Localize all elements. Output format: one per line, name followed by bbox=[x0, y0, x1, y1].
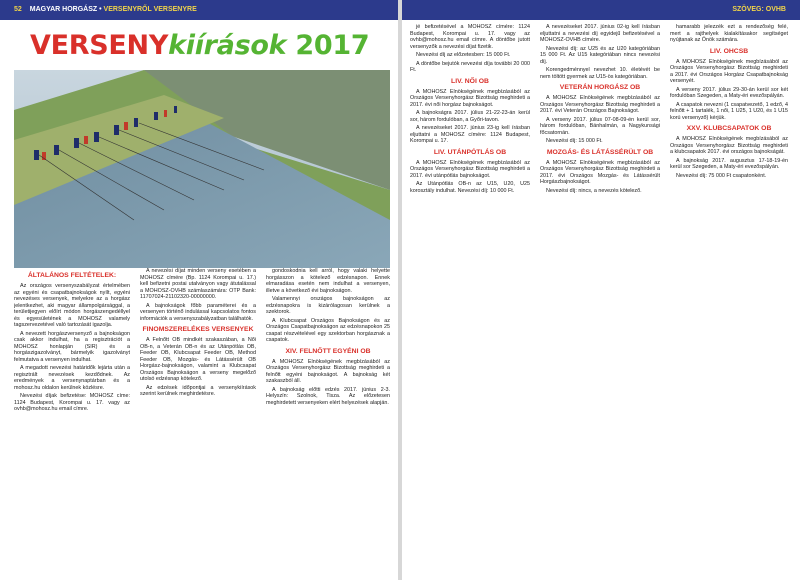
paragraph: A MOHOSZ Elnökségének megbízásából az Országos Versenyhorgász Bizottság meghirdeti a 2017. évi Országos Mozgás- és Látássérült Horgászbajnokságot. bbox=[540, 159, 660, 185]
heading-general-conditions: ÁLTALÁNOS FELTÉTELEK: bbox=[27, 272, 117, 279]
paragraph: A csapatok nevezni (1 csapatvezető, 1 edző, 4 felnőtt + 1 tartalék, 1 női, 1 U25, 1 U20, és 1 U15 korú versenyző) kérjük. bbox=[670, 101, 788, 121]
paragraph: jé befizetésével a MOHOSZ címére: 1124 Budapest, Korompai u. 17. vagy az ovhb@mohosz.hu email címre. A döntőbe jutott versenyzők a nevezési díjat fizetik. bbox=[410, 24, 530, 50]
column-6 bbox=[670, 24, 788, 580]
heading-youth-ob: LIV. UTÁNPÓTLÁS OB bbox=[433, 148, 507, 156]
page-header-left bbox=[0, 0, 398, 20]
column-2 bbox=[140, 268, 256, 580]
magazine-brand: MAGYAR HORGÁSZ bbox=[29, 6, 98, 13]
paragraph: Valamennyi országos bajnokságon az edzésnapokra is kizárólagosan kerülnek a szektorok. bbox=[266, 296, 390, 315]
paragraph: Az országos versenyszabályzat értelmében az egyéni és csapatbajnokságok nyílt, egyéni nevezéses versenyek, melyekre az a horgász jelentkezhet, aki magyar állampolgársággal, a területijegyen előírt módon horgászengedéllyel és egyesületének a MOHOSZ valamely tagszervezetével való tartozását igazolja. bbox=[14, 283, 130, 328]
page-header-right bbox=[402, 0, 800, 20]
paragraph: A MOHOSZ Elnökségének megbízásából az Országos Versenyhorgász Bizottság meghirdeti a 2017. évi női horgász bajnokságot. bbox=[410, 88, 530, 108]
article-headline bbox=[30, 30, 390, 70]
paragraph: A Klubcsapat Országos Bajnokságon és az Országos Csapatbajnokságon az edzésnapokon 25 csapat részvételével egy szektorban horgásznak a csapatok. bbox=[266, 317, 390, 343]
author-credit: SZÖVEG: OVHB bbox=[732, 6, 786, 13]
column-4 bbox=[410, 24, 530, 580]
paragraph: A MOHOSZ Elnökségének megbízásából az Országos Versenyhorgász Bizottság meghirdeti a 2017. évi utánpótlás bajnokságot. bbox=[410, 159, 530, 179]
headline-part-verseny: VERSENY bbox=[30, 30, 169, 61]
paragraph: A MOHOSZ Elnökségének megbízásából az Országos Versenyhorgász Bizottság meghirdeti a klubcsapatok 2017. évi országos bajnokságát. bbox=[670, 136, 788, 155]
paragraph: A MOHOSZ Elnökségének megbízásából az Országos Versenyhorgász Bizottság meghirdeti a 2017. évi Országos Horgász Csapatbajnokság versenyét. bbox=[670, 58, 788, 84]
paragraph: A döntőbe bejutók nevezési díja további 20 000 Ft. bbox=[410, 60, 530, 73]
paragraph: Nevezési díj: 75 000 Ft csapatonként. bbox=[676, 172, 767, 179]
heading-club-team-ob: XXV. KLUBCSAPATOK OB bbox=[686, 125, 772, 132]
paragraph: A verseny 2017. július 07-08-09-én kerül sor, három fordulóban, Bánhalmán, a Nagykunsági főcsatornán. bbox=[540, 116, 660, 136]
paragraph: A bajnokságok főbb paraméterei és a versenyen történő indulással kapcsolatos fontos információk a versenyszabályzatban találhatók. bbox=[140, 302, 256, 322]
paragraph: A bajnokságra 2017. július 21-22-23-án kerül sor, három fordulóban, a Győri-tavon. bbox=[410, 110, 530, 123]
heading-veteran-ob: VETERÁN HORGÁSZ OB bbox=[559, 84, 641, 91]
headline-part-kiirasok: kiírások bbox=[168, 30, 287, 61]
page-number: 52 bbox=[14, 6, 22, 13]
paragraph: A Felnőtt OB mindkét szakaszában, a Női OB-n, a Veterán OB-n és az Utánpótlás OB, Feeder OB, Klubcsapat Feeder OB, Method Feeder OB, Mozgás- és Látássérült OB Horgász-bajnokságon, valamint a Klubcsapat Országos Bajnokságon a verseny megelőző utolsó edzésnap kötelező. bbox=[140, 337, 256, 382]
photo-illustration bbox=[14, 70, 390, 268]
paragraph: Korengedménnyel nevezhet 10. életévét be nem töltött gyermek az U15-ös kategóriában. bbox=[540, 67, 660, 80]
paragraph: A nevezett horgászversenyző a bajnokságon csak akkor indulhat, ha a regisztrációt a MOHOSZ honlapján (SIR) és a horgászigazolványt, bármelyik igazolványt felmutatva a versenyen indulhat. bbox=[14, 330, 130, 363]
paragraph: A bajnokság előtti edzés 2017. június 2-3. Helyszín: Szolnok, Tisza. Az előzetesen meghirdetett versenyeken elért helyezések alapján. bbox=[266, 386, 390, 406]
paragraph: Nevezési díjak befizetése: MOHOSZ címe: 1124 Budapest, Korompai u. 17. vagy az ovhb@mohosz.hu email címre. bbox=[14, 393, 130, 412]
paragraph: A nevezéseket 2017. június 02-ig kell írásban eljuttatni a nevezési díj egyidejű befizetésével a MOHOSZ-OVHB címére. bbox=[540, 24, 660, 43]
paragraph: Nevezési díj: 15 000 Ft. bbox=[546, 138, 603, 144]
paragraph: A verseny 2017. július 29-30-án kerül sor két fordulóban Szegeden, a Maty-éri evezőspályán. bbox=[670, 86, 788, 99]
paragraph: Az edzések időpontjai a versenykiírások szerint kerülnek meghirdetésre. bbox=[140, 384, 256, 397]
paragraph: A MOHOSZ Elnökségének megbízásából az Országos Versenyhorgász Bizottság meghirdeti a 2017. évi Veterán Országos Bajnokságot. bbox=[540, 95, 660, 114]
angling-competition-photo bbox=[14, 70, 390, 268]
paragraph: hamarabb jelezzék ezt a rendezőség felé, mert a rajthelyek kialakításakor segítséget nyújtanak az Önök számára. bbox=[670, 24, 788, 43]
heading-float-tackle: FINOMSZERELÉKES VERSENYEK bbox=[142, 326, 254, 333]
section-name: VERSENYRŐL VERSENYRE bbox=[103, 6, 197, 13]
paragraph: A MOHOSZ Elnökségének megbízásából az Országos Versenyhorgász Bizottság meghirdeti a felnőtt egyéni bajnokságot. A bajnokság két szakaszból áll. bbox=[266, 358, 390, 384]
heading-adult-individual-ob: XIV. FELNŐTT EGYÉNI OB bbox=[285, 347, 371, 355]
headline-part-year: 2017 bbox=[286, 30, 370, 61]
column-5 bbox=[540, 24, 660, 580]
paragraph: A nevezési díjat minden verseny esetében a MOHOSZ címére (Bp. 1124 Korompai u. 17.) kell befizetni postai utalványon vagy átutalással a MOHOSZ-OVHB számlaszámára: OTP Bank: 11707024-21102320-00000000. bbox=[140, 268, 256, 300]
paragraph: Nevezési díj az előzetesben: 15 000 Ft. bbox=[416, 52, 511, 58]
paragraph: A bajnokság 2017. augusztus 17-18-19-én kerül sor Szegeden, a Maty-éri evezőspályán. bbox=[670, 157, 788, 170]
heading-womens-ob: LIV. NŐI OB bbox=[451, 77, 489, 85]
paragraph: Az Utánpótlás OB-n az U15, U20, U25 korosztály indulhat. Nevezési díj: 10 000 Ft. bbox=[410, 181, 530, 194]
heading-disabled-ob: MOZGÁS- ÉS LÁTÁSSÉRÜLT OB bbox=[546, 148, 654, 156]
paragraph: gondoskodnia kell arról, hogy valaki helyette horgásszon a kötelező edzésnapon. Ennek elmaradása esetén nem indulhat a versenyen, illetve a következő évi bajnokságon. bbox=[266, 268, 390, 294]
paragraph: Nevezési díj: az U25 és az U20 kategóriában 15 000 Ft. Az U15 kategóriában nincs nevezési díj. bbox=[540, 45, 660, 65]
column-1 bbox=[14, 268, 130, 580]
paragraph: A megadott nevezési határidők lejárta után a regisztrált nevezések kezdődnek. Az eredmények a versenynaptárban és a mohosz.hu oldalon kerülnek közlésre. bbox=[14, 365, 130, 391]
paragraph: Nevezési díj: nincs, a nevezés kötelező. bbox=[546, 187, 642, 194]
page-gutter bbox=[398, 0, 402, 580]
header-separator: • bbox=[99, 6, 104, 13]
paragraph: A nevezéseket 2017. június 23-ig kell írásban eljuttatni a MOHOSZ címére: 1124 Budapest, Korompai u. 17. bbox=[410, 125, 530, 144]
column-3 bbox=[266, 268, 390, 580]
heading-team-ob: LIV. OHCSB bbox=[709, 47, 749, 55]
